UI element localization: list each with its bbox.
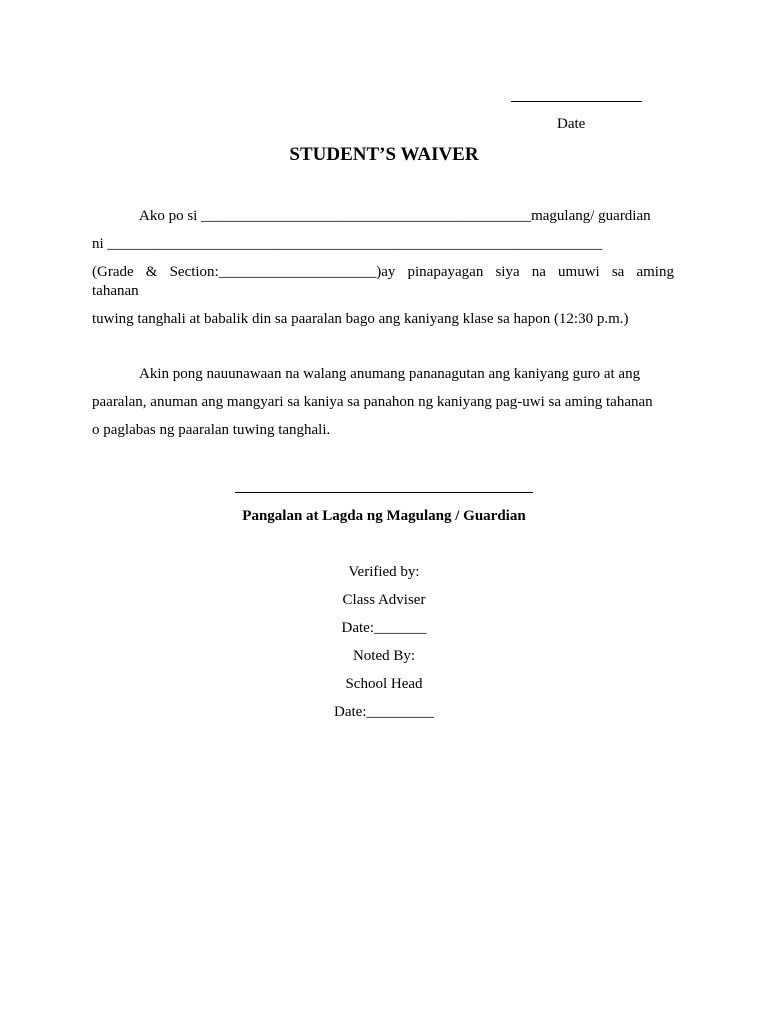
date-signature-line: [511, 101, 642, 102]
acknowledgement-line-3: o paglabas ng paaralan tuwing tanghali.: [92, 422, 331, 438]
permission-line: tuwing tanghali at babalik din sa paaralan bago ang kaniyang klase sa hapon (12:30 p.m.): [92, 311, 629, 327]
grade-section-line-continued: tahanan: [92, 283, 139, 299]
head-date-field: Date:_________: [334, 704, 434, 720]
document-title: STUDENT’S WAIVER: [289, 144, 479, 165]
student-name-line: ni __________________________________________________________________: [92, 236, 603, 252]
parent-name-line: Ako po si ____________________________________________magulang/ guardian: [139, 208, 651, 224]
line-word: (Grade: [92, 264, 134, 280]
noted-by-label: Noted By:: [352, 648, 416, 664]
line-word: sa: [611, 264, 625, 280]
line-word: aming: [636, 264, 674, 280]
parent-signature-line: [235, 492, 533, 493]
adviser-date-field: Date:_______: [341, 620, 427, 636]
acknowledgement-line-1: Akin pong nauunawaan na walang anumang pananagutan ang kaniyang guro at ang: [139, 366, 641, 382]
line-word: pinapayagan: [407, 264, 484, 280]
line-word: Section:_____________________)ay: [169, 264, 396, 280]
acknowledgement-line-2: paaralan, anuman ang mangyari sa kaniya sa panahon ng kaniyang pag-uwi sa aming tahanan: [92, 394, 653, 410]
line-word: &: [145, 264, 158, 280]
line-word: na: [531, 264, 546, 280]
class-adviser-label: Class Adviser: [342, 592, 426, 608]
line-word: umuwi: [558, 264, 600, 280]
verified-by-label: Verified by:: [348, 564, 420, 580]
line-word: siya: [495, 264, 520, 280]
grade-section-line: [92, 263, 674, 281]
school-head-label: School Head: [345, 676, 423, 692]
parent-signature-label: Pangalan at Lagda ng Magulang / Guardian: [242, 508, 526, 524]
date-label: Date: [557, 116, 586, 132]
